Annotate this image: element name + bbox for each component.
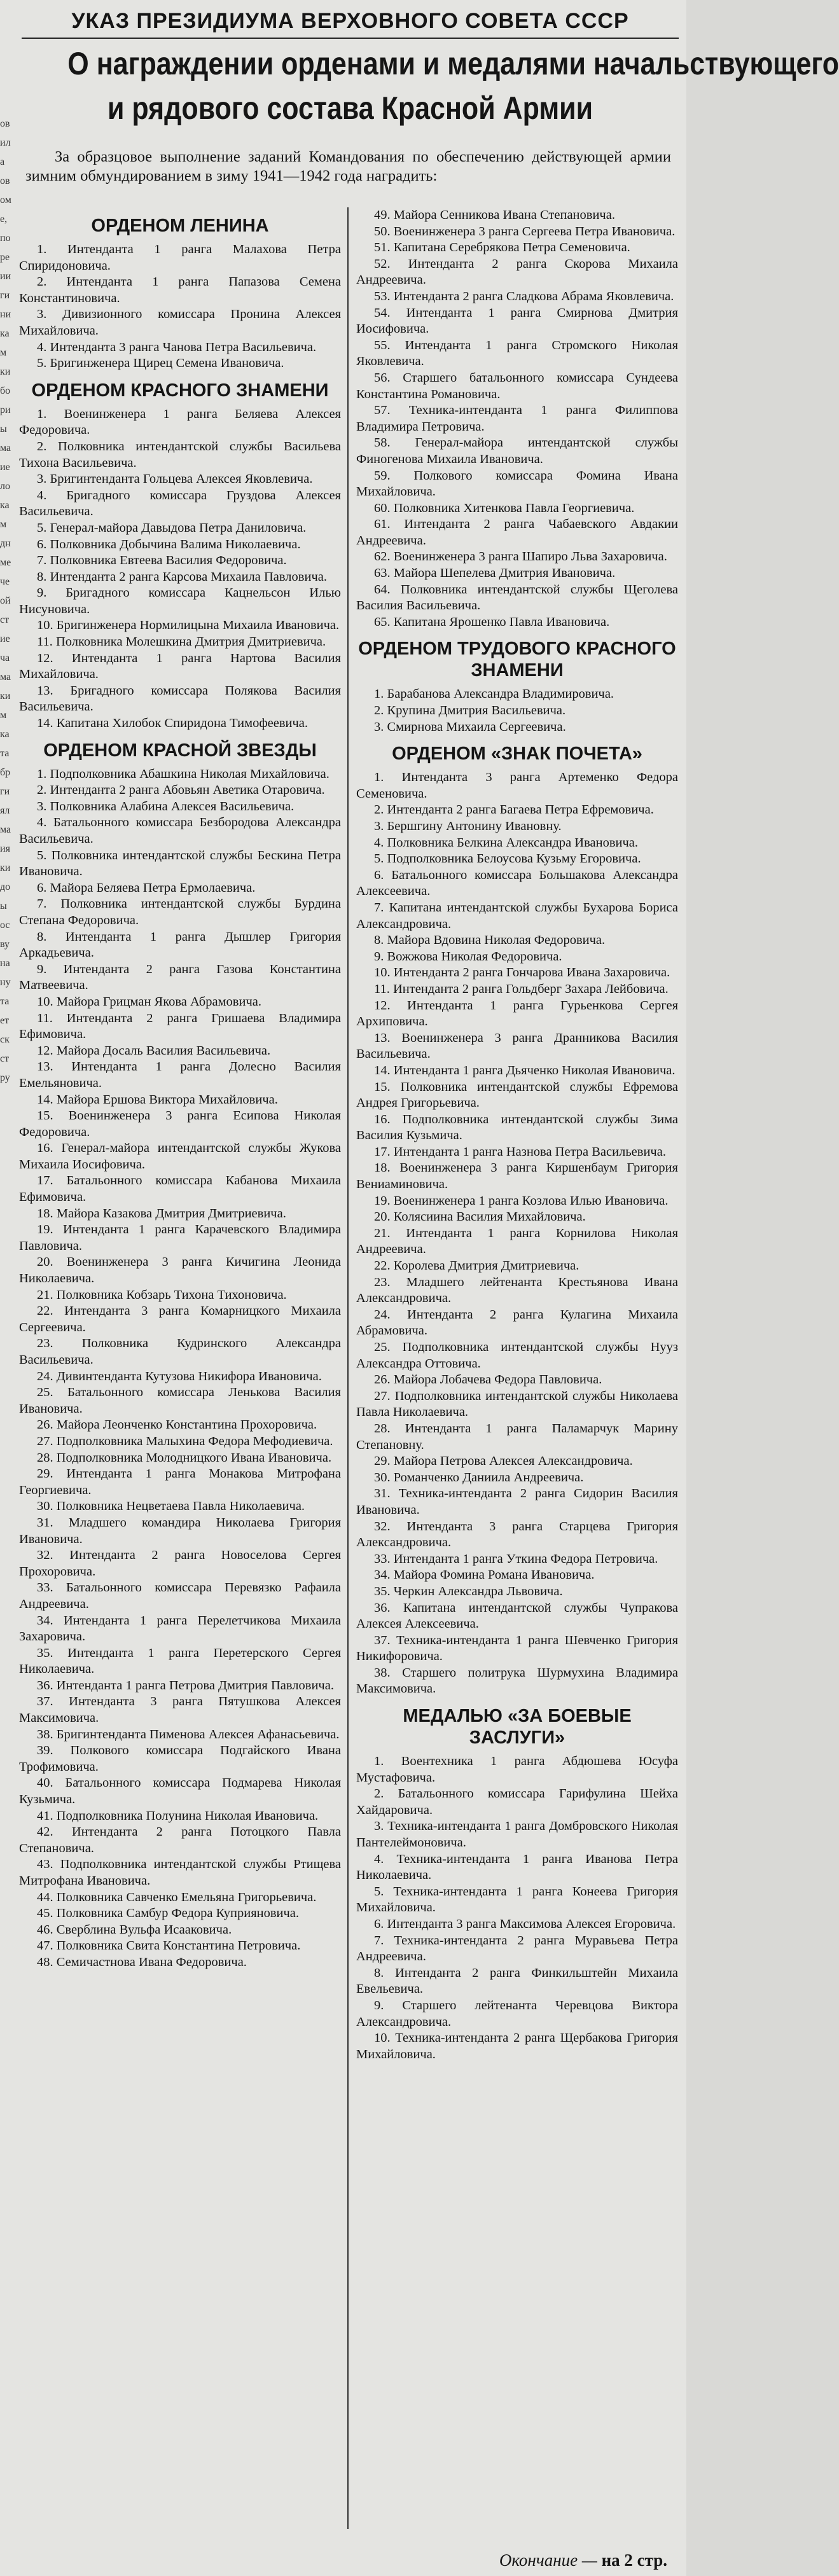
award-entry: 5. Техника-интенданта 1 ранга Конеева Григория Михайловича. — [356, 1884, 678, 1915]
fragment-line: ом — [0, 195, 11, 205]
fragment-line: а — [0, 156, 5, 167]
continuation-label: Окончание — — [499, 2551, 597, 2570]
award-entry: 9. Бригадного комиссара Кацнельсон Илью Нисуновича. — [19, 586, 341, 616]
award-entry: 20. Колясиина Василия Михайловича. — [374, 1210, 586, 1224]
award-entry: 2. Интенданта 1 ранга Папазова Семена Константиновича. — [19, 275, 341, 305]
award-entry: 11. Интенданта 2 ранга Гришаева Владимира Ефимовича. — [19, 1011, 341, 1042]
award-entry: 60. Полковника Хитенкова Павла Георгиевича. — [374, 501, 635, 515]
award-columns — [19, 207, 681, 2529]
award-entry: 38. Старшего политрука Шурмухина Владимира Максимовича. — [356, 1665, 678, 1696]
award-entry: 29. Интенданта 1 ранга Монакова Митрофана Георгиевича. — [19, 1467, 341, 1497]
fragment-line: по — [0, 233, 11, 244]
fragment-line: ло — [0, 481, 10, 492]
award-entry: 7. Техника-интенданта 2 ранга Муравьева Петра Андреевича. — [356, 1933, 678, 1964]
fragment-line: дн — [0, 538, 11, 549]
award-entry: 28. Интенданта 1 ранга Паламарчук Марину Степановну. — [356, 1421, 678, 1452]
award-entry: 24. Дивинтенданта Кутузова Никифора Ивановича. — [37, 1369, 322, 1383]
award-entry: 55. Интенданта 1 ранга Стромского Николая Яковлевича. — [356, 338, 678, 369]
fragment-line: до — [0, 882, 11, 892]
fragment-line: ки — [0, 862, 11, 873]
award-entry: 52. Интенданта 2 ранга Скорова Михаила Андреевича. — [356, 256, 678, 287]
fragment-line: че — [0, 576, 10, 587]
continuation-note — [499, 2551, 667, 2570]
award-entry: 3. Бригинтенданта Гольцева Алексея Яковлевича. — [37, 472, 313, 487]
award-entry: 8. Интенданта 2 ранга Финкильштейн Михаила Евельевича. — [356, 1965, 678, 1997]
fragment-line: ет — [0, 1015, 10, 1026]
fragment-line: та — [0, 996, 10, 1007]
fragment-line: м — [0, 519, 7, 530]
award-entry: 8. Майора Вдовина Николая Федоровича. — [374, 933, 606, 948]
award-entry: 56. Старшего батальонного комиссара Сундеева Константина Романовича. — [356, 370, 678, 401]
adjacent-column-fragment — [0, 114, 17, 1083]
award-entry: 31. Техника-интенданта 2 ранга Сидорин Василия Ивановича. — [356, 1486, 678, 1517]
fragment-line: ия — [0, 843, 10, 854]
award-entry: 22. Интенданта 3 ранга Комарницкого Михаила Сергеевича. — [19, 1304, 341, 1334]
award-entry: 4. Бригадного комиссара Груздова Алексея Васильевича. — [19, 488, 341, 519]
award-entry: 13. Бригадного комиссара Полякова Василия Васильевича. — [19, 683, 341, 714]
award-entry: 27. Подполковника интендантской службы Николаева Павла Николаевича. — [356, 1388, 678, 1420]
award-entry: 59. Полкового комиссара Фомина Ивана Михайловича. — [356, 468, 678, 499]
award-entry: 15. Полковника интендантской службы Ефремова Андрея Григорьевича. — [356, 1079, 678, 1111]
award-entry: 26. Майора Леонченко Константина Прохоровича. — [37, 1418, 317, 1432]
award-entry: 13. Интенданта 1 ранга Долесно Василия Емельяновича. — [19, 1060, 341, 1090]
award-entry: 24. Интенданта 2 ранга Кулагина Михаила Абрамовича. — [356, 1307, 678, 1338]
left-column — [19, 207, 341, 1971]
award-entry: 10. Техника-интенданта 2 ранга Щербакова Григория Михайловича. — [356, 2031, 678, 2061]
continuation-page: на 2 стр. — [601, 2551, 667, 2570]
award-entry: 3. Полковника Алабина Алексея Васильевича. — [37, 799, 295, 814]
award-entry: 47. Полковника Свита Константина Петровича. — [37, 1939, 301, 1953]
article-title-line-1: О награждении орденами и медалями начальствующего — [67, 46, 839, 81]
fragment-line: ги — [0, 290, 10, 301]
award-entry: 5. Бригинженера Щирец Семена Ивановича. — [37, 356, 284, 371]
award-entry: 36. Интенданта 1 ранга Петрова Дмитрия Павловича. — [37, 1678, 334, 1693]
fragment-line: ос — [0, 920, 10, 931]
fragment-line: та — [0, 748, 10, 759]
award-entry: 64. Полковника интендантской службы Щеголева Василия Васильевича. — [356, 582, 678, 613]
award-entry: 38. Бригинтенданта Пименова Алексея Афанасьевича. — [37, 1727, 340, 1742]
award-entry: 3. Дивизионного комиссара Пронина Алексея Михайловича. — [19, 307, 341, 338]
award-entry: 34. Интенданта 1 ранга Перелетчикова Михаила Захаровича. — [19, 1613, 341, 1644]
award-entry: 1. Интенданта 1 ранга Малахова Петра Спиридоновича. — [19, 242, 341, 273]
award-entry: 2. Интенданта 2 ранга Багаева Петра Ефремовича. — [374, 803, 654, 817]
award-entry: 17. Батальонного комиссара Кабанова Михаила Ефимовича. — [19, 1174, 341, 1205]
fragment-line: ие — [0, 462, 10, 473]
award-entry: 49. Майора Сенникова Ивана Степановича. — [374, 208, 615, 222]
award-entry: 1. Военинженера 1 ранга Беляева Алексея Федоровича. — [19, 406, 341, 438]
award-entry: 6. Майора Беляева Петра Ермолаевича. — [37, 880, 256, 895]
award-entry: 57. Техника-интенданта 1 ранга Филиппова Владимира Петровича. — [356, 403, 678, 434]
award-entry: 30. Полковника Нецветаева Павла Николаевича. — [37, 1499, 305, 1514]
decree-heading: УКАЗ ПРЕЗИДИУМА ВЕРХОВНОГО СОВЕТА СССР — [22, 9, 679, 39]
article-title-line-2: и рядового состава Красной Армии — [107, 90, 593, 126]
award-entry: 7. Полковника интендантской службы Бурдина Степана Федоровича. — [19, 897, 341, 927]
award-entry: 10. Майора Грицман Якова Абрамовича. — [37, 994, 261, 1009]
award-entry: 41. Подполковника Полунина Николая Ивановича. — [37, 1808, 319, 1823]
fragment-line: на — [0, 958, 10, 969]
order-section-heading: ОРДЕНОМ КРАСНОГО ЗНАМЕНИ — [31, 380, 329, 401]
award-entry: 23. Младшего лейтенанта Крестьянова Ивана Александровича. — [356, 1275, 678, 1306]
fragment-line: м — [0, 710, 7, 721]
award-entry: 16. Генерал-майора интендантской службы Жукова Михаила Иосифовича. — [19, 1141, 341, 1172]
award-entry: 9. Старшего лейтенанта Черевцова Виктора Александровича. — [356, 1998, 678, 2029]
award-entry: 27. Подполковника Малыхина Федора Мефодиевича. — [37, 1434, 333, 1448]
award-entry: 18. Военинженера 3 ранга Киршенбаум Григория Вениаминовича. — [356, 1161, 678, 1192]
award-entry: 7. Полковника Евтеева Василия Федоровича. — [37, 553, 287, 568]
award-entry: 63. Майора Шепелева Дмитрия Ивановича. — [374, 566, 616, 581]
fragment-line: ка — [0, 328, 10, 339]
award-entry: 4. Батальонного комиссара Безбородова Александра Васильевича. — [19, 815, 341, 846]
award-entry: 12. Майора Досаль Василия Васильевича. — [37, 1043, 271, 1058]
award-entry: 39. Полкового комиссара Подгайского Ивана Трофимовича. — [19, 1743, 341, 1774]
award-entry: 33. Батальонного комиссара Перевязко Рафаила Андреевича. — [19, 1581, 341, 1611]
award-entry: 30. Романченко Даниила Андреевича. — [374, 1470, 584, 1485]
award-entry: 19. Интенданта 1 ранга Карачевского Владимира Павловича. — [19, 1222, 341, 1253]
award-entry: 5. Полковника интендантской службы Бескина Петра Ивановича. — [19, 848, 341, 879]
award-entry: 42. Интенданта 2 ранга Потоцкого Павла Степановича. — [19, 1825, 341, 1855]
award-entry: 1. Подполковника Абашкина Николая Михайловича. — [37, 766, 329, 781]
order-section-heading: ОРДЕНОМ КРАСНОЙ ЗВЕЗДЫ — [43, 740, 317, 761]
award-entry: 19. Военинженера 1 ранга Козлова Илью Ивановича. — [374, 1193, 669, 1208]
award-entry: 54. Интенданта 1 ранга Смирнова Дмитрия Иосифовича. — [356, 305, 678, 336]
fragment-line: бр — [0, 767, 11, 778]
fragment-line: м — [0, 347, 7, 358]
fragment-line: ру — [0, 1072, 10, 1083]
fragment-line: ка — [0, 500, 10, 511]
award-entry: 14. Интенданта 1 ранга Дьяченко Николая Ивановича. — [374, 1063, 676, 1077]
award-entry: 31. Младшего командира Николаева Григория Ивановича. — [19, 1515, 341, 1546]
award-entry: 6. Батальонного комиссара Большакова Александра Алексеевича. — [356, 868, 678, 899]
fragment-line: ри — [0, 405, 11, 415]
award-entry: 45. Полковника Самбур Федора Куприяновича. — [37, 1906, 300, 1921]
award-entry: 11. Интенданта 2 ранга Гольдберг Захара Лейбовича. — [374, 981, 669, 996]
award-entry: 23. Полковника Кудринского Александра Васильевича. — [19, 1336, 341, 1367]
award-entry: 4. Интенданта 3 ранга Чанова Петра Васильевича. — [37, 340, 317, 354]
fragment-line: ов — [0, 118, 10, 129]
award-entry: 25. Батальонного комиссара Ленькова Василия Ивановича. — [19, 1385, 341, 1416]
award-entry: 2. Интенданта 2 ранга Абовьян Аветика Отаровича. — [37, 783, 325, 798]
award-entry: 32. Интенданта 2 ранга Новоселова Сергея Прохоровича. — [19, 1548, 341, 1579]
award-entry: 15. Военинженера 3 ранга Есипова Николая Федоровича. — [19, 1109, 341, 1139]
decree-intro: За образцовое выполнение заданий Командования по обеспечению действующей армии зимним обмундированием в зиму 1941—1942 года наградить: — [25, 148, 671, 184]
order-section-heading: МЕДАЛЬЮ «ЗА БОЕВЫЕ ЗАСЛУГИ» — [403, 1706, 632, 1748]
award-entry: 3. Бершгину Антонину Ивановну. — [374, 819, 562, 833]
fragment-line: ии — [0, 271, 11, 282]
award-entry: 12. Интенданта 1 ранга Нартова Василия Михайловича. — [19, 651, 341, 682]
fragment-line: ме — [0, 557, 11, 568]
award-entry: 9. Вожжова Николая Федоровича. — [374, 949, 562, 964]
award-entry: 37. Техника-интенданта 1 ранга Шевченко Григория Никифоровича. — [356, 1633, 678, 1664]
award-entry: 35. Интенданта 1 ранга Перетерского Сергея Николаевича. — [19, 1645, 341, 1677]
award-entry: 8. Интенданта 2 ранга Карсова Михаила Павловича. — [37, 569, 327, 584]
award-entry: 6. Полковника Добычина Валима Николаевича. — [37, 537, 301, 551]
award-entry: 46. Сверблина Вульфа Исааковича. — [37, 1922, 232, 1937]
award-entry: 21. Интенданта 1 ранга Корнилова Николая Андреевича. — [356, 1226, 678, 1257]
article-header — [22, 0, 839, 128]
fragment-line: ре — [0, 252, 10, 263]
fragment-line: ск — [0, 1034, 10, 1045]
award-entry: 34. Майора Фомина Романа Ивановича. — [374, 1568, 595, 1582]
fragment-line: ка — [0, 729, 10, 740]
column-divider — [347, 207, 349, 2529]
right-column — [356, 207, 678, 2063]
fragment-line: ма — [0, 672, 11, 682]
award-entry: 33. Интенданта 1 ранга Уткина Федора Петровича. — [374, 1551, 658, 1566]
award-entry: 50. Военинженера 3 ранга Сергеева Петра Ивановича. — [374, 224, 676, 239]
award-entry: 51. Капитана Серебрякова Петра Семеновича. — [374, 240, 630, 255]
award-entry: 21. Полковника Кобзарь Тихона Тихоновича. — [37, 1287, 287, 1302]
award-entry: 3. Смирнова Михаила Сергеевича. — [374, 719, 566, 734]
award-entry: 48. Семичастнова Ивана Федоровича. — [37, 1955, 247, 1969]
fragment-line: ы — [0, 424, 7, 434]
fragment-line: ой — [0, 595, 11, 606]
award-entry: 53. Интенданта 2 ранга Сладкова Абрама Яковлевича. — [374, 289, 674, 303]
award-entry: 6. Интенданта 3 ранга Максимова Алексея Егоровича. — [374, 1917, 676, 1931]
award-entry: 29. Майора Петрова Алексея Александровича. — [374, 1454, 633, 1469]
fragment-line: ов — [0, 176, 10, 186]
order-section-heading: ОРДЕНОМ ТРУДОВОГО КРАСНОГО ЗНАМЕНИ — [358, 639, 676, 681]
award-entry: 20. Военинженера 3 ранга Кичигина Леонида Николаевича. — [19, 1255, 341, 1286]
award-entry: 43. Подполковника интендантской службы Ртищева Митрофана Ивановича. — [19, 1857, 341, 1888]
fragment-line: ча — [0, 653, 10, 663]
fragment-line: ие — [0, 634, 10, 644]
fragment-line: ну — [0, 977, 11, 988]
award-entry: 1. Барабанова Александра Владимировича. — [374, 687, 614, 702]
fragment-line: ни — [0, 309, 11, 320]
fragment-line: ки — [0, 366, 11, 377]
award-entry: 10. Бригинженера Нормилицына Михаила Ивановича. — [37, 618, 340, 633]
fragment-line: бо — [0, 385, 11, 396]
award-entry: 62. Военинженера 3 ранга Шапиро Льва Захаровича. — [374, 550, 667, 564]
award-entry: 61. Интенданта 2 ранга Чабаевского Авдакии Андреевича. — [356, 517, 678, 548]
award-entry: 10. Интенданта 2 ранга Гончарова Ивана Захаровича. — [374, 966, 670, 980]
order-section-heading: ОРДЕНОМ ЛЕНИНА — [91, 216, 269, 236]
award-entry: 32. Интенданта 3 ранга Старцева Григория Александровича. — [356, 1519, 678, 1550]
award-entry: 2. Крупина Дмитрия Васильевича. — [374, 703, 566, 718]
fragment-line: ил — [0, 137, 11, 148]
award-entry: 5. Генерал-майора Давыдова Петра Даниловича. — [37, 520, 307, 535]
fragment-line: ма — [0, 443, 11, 454]
fragment-line: ги — [0, 786, 10, 797]
award-entry: 9. Интенданта 2 ранга Газова Константина Матвеевича. — [19, 962, 341, 993]
award-entry: 2. Полковника интендантской службы Васильева Тихона Васильевича. — [19, 439, 341, 470]
award-entry: 17. Интенданта 1 ранга Назнова Петра Васильевича. — [374, 1144, 666, 1159]
award-entry: 5. Подполковника Белоусова Кузьму Егоровича. — [374, 852, 641, 866]
fragment-line: ял — [0, 805, 10, 816]
award-entry: 14. Майора Ершова Виктора Михайловича. — [37, 1092, 278, 1107]
award-entry: 3. Техника-интенданта 1 ранга Домбровского Николая Пантелеймоновича. — [356, 1819, 678, 1850]
award-entry: 44. Полковника Савченко Емельяна Григорьевича. — [37, 1890, 317, 1904]
award-entry: 11. Полковника Молешкина Дмитрия Дмитриевича. — [37, 635, 326, 649]
award-entry: 36. Капитана интендантской службы Чупракова Алексея Алексеевича. — [356, 1600, 678, 1631]
award-entry: 4. Полковника Белкина Александра Ивановича. — [374, 835, 639, 850]
award-entry: 12. Интенданта 1 ранга Гурьенкова Сергея Архиповича. — [356, 998, 678, 1029]
award-entry: 1. Воентехника 1 ранга Абдюшева Юсуфа Мустафовича. — [356, 1754, 678, 1785]
award-entry: 2. Батальонного комиссара Гарифулина Шейха Хайдаровича. — [356, 1787, 678, 1817]
award-entry: 26. Майора Лобачева Федора Павловича. — [374, 1373, 602, 1387]
fragment-line: ма — [0, 824, 11, 835]
award-entry: 18. Майора Казакова Дмитрия Дмитриевича. — [37, 1206, 286, 1221]
award-entry: 16. Подполковника интендантской службы Зима Василия Кузьмича. — [356, 1112, 678, 1143]
award-entry: 25. Подполковника интендантской службы Нууз Александра Оттовича. — [356, 1340, 678, 1371]
order-section-heading: ОРДЕНОМ «ЗНАК ПОЧЕТА» — [392, 744, 642, 765]
fragment-line: ст — [0, 1053, 10, 1064]
award-entry: 22. Королева Дмитрия Дмитриевича. — [374, 1259, 579, 1273]
fragment-line: ки — [0, 691, 11, 702]
award-entry: 13. Военинженера 3 ранга Дранникова Василия Васильевича. — [356, 1030, 678, 1062]
award-entry: 37. Интенданта 3 ранга Пятушкова Алексея Максимовича. — [19, 1694, 341, 1726]
award-entry: 28. Подполковника Молодницкого Ивана Ивановича. — [37, 1450, 332, 1465]
award-entry: 7. Капитана интендантской службы Бухарова Бориса Александровича. — [356, 900, 678, 931]
award-entry: 4. Техника-интенданта 1 ранга Иванова Петра Николаевича. — [356, 1852, 678, 1883]
award-entry: 35. Черкин Александра Львовича. — [374, 1584, 563, 1598]
award-entry: 40. Батальонного комиссара Подмарева Николая Кузьмича. — [19, 1776, 341, 1807]
award-entry: 65. Капитана Ярошенко Павла Ивановича. — [374, 614, 610, 629]
fragment-line: ы — [0, 901, 7, 911]
award-entry: 8. Интенданта 1 ранга Дышлер Григория Аркадьевича. — [19, 929, 341, 960]
award-entry: 14. Капитана Хилобок Спиридона Тимофеевича. — [37, 716, 309, 731]
fragment-line: ст — [0, 614, 10, 625]
fragment-line: ву — [0, 939, 10, 950]
fragment-line: е, — [0, 214, 8, 225]
award-entry: 58. Генерал-майора интендантской службы Финогенова Михаила Ивановича. — [356, 436, 678, 466]
award-entry: 1. Интенданта 3 ранга Артеменко Федора Семеновича. — [356, 770, 678, 801]
